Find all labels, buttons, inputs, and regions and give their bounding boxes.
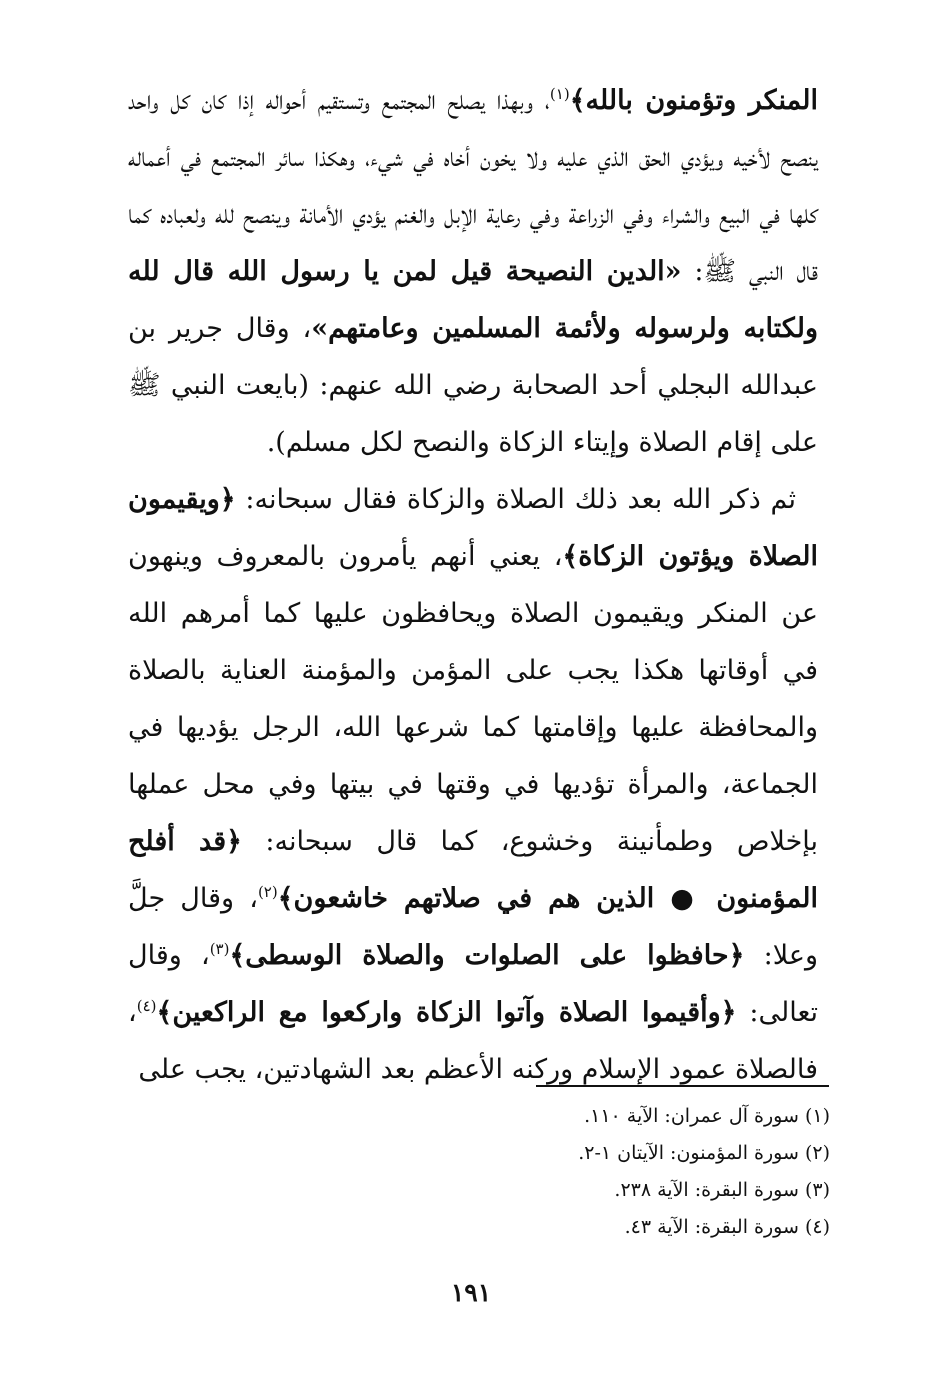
page-number: ١٩١ (450, 1278, 492, 1307)
body-text-run: ، وبهذا يصلح المجتمع وتستقيم أحواله إذا كان كل واحد ينصح لأخيه ويؤدي الحق الذي عليه ولا يخون أخاه في شيء، وهكذا سائر المجتمع في أعماله كلها في البيع والشراء وفي الزراعة وفي رعاية الإبل والغنم يؤدي الأمانة وينصح لله ولعباده كما قال النبي ﷺ: (128, 85, 818, 287)
quoted-text: ﴿حافظوا على الصلوات والصلاة الوسطى﴾ (229, 940, 745, 971)
footnote-4: (٤) سورة البقرة: الآية ٤٣. (624, 1216, 830, 1238)
footnote-reference: (١) (549, 85, 570, 103)
footnote-3: (٣) سورة البقرة: الآية ٢٣٨. (614, 1179, 830, 1201)
body-text-run: ، يعني أنهم يأمرون بالمعروف وينهون عن المنكر ويقيمون الصلاة ويحافظون عليها كما أمرهم الله في أوقاتها هكذا يجب على المؤمن والمؤمنة العناية بالصلاة والمحافظة عليها وإقامتها كما شرعها الله، الرجل يؤديها في الجماعة، والمرأة تؤديها في وقتها في بيتها وفي محل عملها بإخلاص وطمأنينة وخشوع، كما قال سبحانه: (128, 541, 819, 857)
paragraph-1 (128, 72, 818, 471)
body-text-run: ، وقال تعالى: (128, 940, 818, 1028)
body-text-run: ، فالصلاة عمود الإسلام وركنه الأعظم بعد الشهادتين، يجب على (128, 997, 818, 1085)
footnote-1: (١) سورة آل عمران: الآية ١١٠. (584, 1105, 830, 1127)
footnote-reference: (٢) (257, 883, 278, 901)
quoted-text: ﴿ويقيمون الصلاة ويؤتون الزكاة﴾ (128, 484, 818, 572)
quoted-text: ﴿قد أفلح المؤمنون ● الذين هم في صلاتهم خاشعون﴾ (128, 826, 818, 914)
footnotes (410, 1098, 830, 1246)
paragraph-2 (128, 471, 818, 1098)
footnote-divider (536, 1085, 829, 1087)
body-text-run: ، وقال جلَّ وعلا: (128, 883, 818, 971)
footnote-2: (٢) سورة المؤمنون: الآيتان ١-٢. (578, 1142, 830, 1164)
footnote-reference: (٤) (136, 997, 157, 1015)
body-text-run: ، وقال جرير بن عبدالله البجلي أحد الصحابة رضي الله عنهم: (بايعت النبي ﷺ على إقام الصلاة وإيتاء الزكاة والنصح لكل مسلم). (128, 313, 818, 458)
quoted-text: المنكر وتؤمنون بالله﴾ (569, 85, 818, 116)
footnote-reference: (٣) (209, 940, 230, 958)
quoted-text: ﴿وأقيموا الصلاة وآتوا الزكاة واركعوا مع الراكعين﴾ (156, 997, 737, 1028)
main-text (128, 72, 818, 1098)
quoted-text: «الدين النصيحة قيل لمن يا رسول الله قال لله ولكتابه ولرسوله ولأئمة المسلمين وعامتهم» (128, 256, 818, 344)
body-text-run: ثم ذكر الله بعد ذلك الصلاة والزكاة فقال سبحانه: (235, 484, 796, 515)
